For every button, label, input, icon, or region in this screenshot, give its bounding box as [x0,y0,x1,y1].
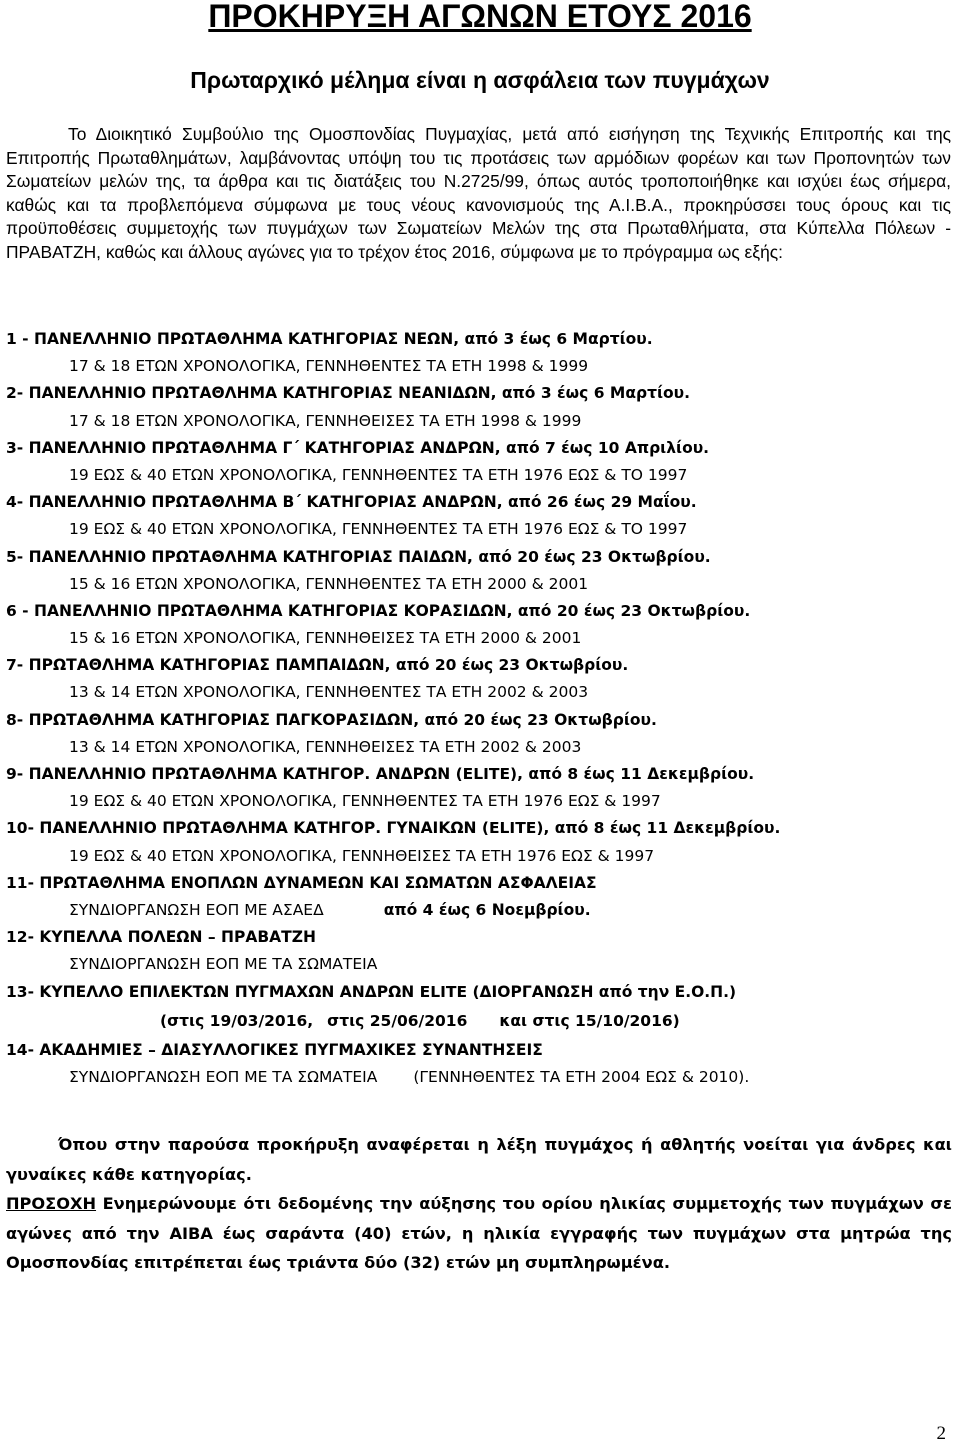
event-title: 11- ΠΡΩΤΑΘΛΗΜΑ ΕΝΟΠΛΩΝ ΔΥΝΑΜΕΩΝ ΚΑΙ ΣΩΜΑΤΩΝ ΑΣΦΑΛΕΙΑΣ [6,873,597,892]
event-detail: 17 & 18 ΕΤΩΝ ΧΡΟΝΟΛΟΓΙΚΑ, ΓΕΝΝΗΘΕΝΤΕΣ ΤΑ ΕΤΗ 1998 & 1999 [69,357,589,376]
event-detail: 19 ΕΩΣ & 40 ΕΤΩΝ ΧΡΟΝΟΛΟΓΙΚΑ, ΓΕΝΝΗΘΕΙΣΕΣ ΤΑ ΕΤΗ 1976 ΕΩΣ & 1997 [69,846,655,865]
event-detail: 15 & 16 ΕΤΩΝ ΧΡΟΝΟΛΟΓΙΚΑ, ΓΕΝΝΗΘΕΙΣΕΣ ΤΑ ΕΤΗ 2000 & 2001 [69,629,582,648]
event-organizer-row [6,897,954,924]
note-definition [6,1130,952,1189]
page-number: 2 [936,1423,946,1444]
event-detail: 17 & 18 ΕΤΩΝ ΧΡΟΝΟΛΟΓΙΚΑ, ΓΕΝΝΗΘΕΙΣΕΣ ΤΑ ΕΤΗ 1998 & 1999 [69,411,582,430]
event-title: 13- ΚΥΠΕΛΛΟ ΕΠΙΛΕΚΤΩΝ ΠΥΓΜΑΧΩΝ ΑΝΔΡΩΝ ELITE (ΔΙΟΡΓΑΝΩΣΗ από την Ε.Ο.Π.) [6,982,737,1001]
attention-text: Ενημερώνουμε ότι δεδομένης την αύξησης του ορίου ηλικίας συμμετοχής των πυγμάχων σε αγώνες από την AIBA έως σαράντα (40) ετών, η ηλικία εγγραφής των πυγμάχων στα μητρώα της Ομοσπονδίας επιτρέπεται έως τριάντα δύο (32) ετών μη συμπληρωμένα. [6,1194,952,1273]
event-dates: από 4 έως 6 Νοεμβρίου. [383,900,591,919]
note-definition-text: Όπου στην παρούσα προκήρυξη αναφέρεται η λέξη πυγμάχος ή αθλητής νοείται για άνδρες και γυναίκες κάθε κατηγορίας. [6,1135,952,1184]
intro-paragraph [6,123,951,265]
event-title: 2- ΠΑΝΕΛΛΗΝΙΟ ΠΡΩΤΑΘΛΗΜΑ ΚΑΤΗΓΟΡΙΑΣ ΝΕΑΝΙΔΩΝ, από 3 έως 6 Μαρτίου. [6,384,690,403]
event-date: και στις 15/10/2016) [499,1011,680,1030]
event-organizer-row [6,1064,954,1091]
event-title: 8- ΠΡΩΤΑΘΛΗΜΑ ΚΑΤΗΓΟΡΙΑΣ ΠΑΓΚΟΡΑΣΙΔΩΝ, από 20 έως 23 Οκτωβρίου. [6,710,657,729]
event-detail: 13 & 14 ΕΤΩΝ ΧΡΟΝΟΛΟΓΙΚΑ, ΓΕΝΝΗΘΕΙΣΕΣ ΤΑ ΕΤΗ 2002 & 2003 [69,737,582,756]
event-years: (ΓΕΝΝΗΘΕΝΤΕΣ ΤΑ ΕΤΗ 2004 ΕΩΣ & 2010). [413,1067,750,1086]
event-title: 14- ΑΚΑΔΗΜΙΕΣ – ΔΙΑΣΥΛΛΟΓΙΚΕΣ ΠΥΓΜΑΧΙΚΕΣ ΣΥΝΑΝΤΗΣΕΙΣ [6,1040,543,1059]
event-title: 3- ΠΑΝΕΛΛΗΝΙΟ ΠΡΩΤΑΘΛΗΜΑ Γ΄ ΚΑΤΗΓΟΡΙΑΣ ΑΝΔΡΩΝ, από 7 έως 10 Απριλίου. [6,438,710,457]
event-title: 10- ΠΑΝΕΛΛΗΝΙΟ ΠΡΩΤΑΘΛΗΜΑ ΚΑΤΗΓΟΡ. ΓΥΝΑΙΚΩΝ (ELITE), από 8 έως 11 Δεκεμβρίου. [6,819,781,838]
page-subtitle: Πρωταρχικό μέλημα είναι η ασφάλεια των πυγμάχων [190,67,770,93]
intro-text: Το Διοικητικό Συμβούλιο της Ομοσπονδίας Πυγμαχίας, μετά από εισήγηση της Τεχνικής Επιτροπής και της Επιτροπής Πρωταθλημάτων, λαμβάνοντας υπόψη του τις προτάσεις των αρμόδιων φορέων και των Προπονητών των Σωματείων μελών της, τα άρθρα και τις διατάξεις του Ν.2725/99, όπως αυτός τροποποιήθηκε και ισχύει έως σήμερα, καθώς και τα προβλεπόμενα σύμφωνα με τους νέους κανονισμούς της Α.Ι.Β.Α., προκηρύσσει τους όρους και τις προϋποθέσεις συμμετοχής των πυγμάχων των Σωματείων Μελών της στα Πρωταθλήματα, στα Κύπελλα Πόλεων - ΠΡΑΒΑΤΖΗ, καθώς και άλλους αγώνες για το τρέχον έτος 2016, σύμφωνα με το πρόγραμμα ως εξής: [6,124,951,262]
event-dates-row [6,1006,954,1037]
notes-block [6,1130,952,1278]
event-detail: 19 ΕΩΣ & 40 ΕΤΩΝ ΧΡΟΝΟΛΟΓΙΚΑ, ΓΕΝΝΗΘΕΝΤΕΣ ΤΑ ΕΤΗ 1976 ΕΩΣ & 1997 [69,792,661,811]
event-date: (στις 19/03/2016, [160,1011,314,1030]
event-organizer: ΣΥΝΔΙΟΡΓΑΝΩΣΗ ΕΟΠ ΜΕ ΑΣΑΕΔ [69,900,324,919]
event-organizer: ΣΥΝΔΙΟΡΓΑΝΩΣΗ ΕΟΠ ΜΕ ΤΑ ΣΩΜΑΤΕΙΑ [69,1067,378,1086]
event-detail: 19 ΕΩΣ & 40 ΕΤΩΝ ΧΡΟΝΟΛΟΓΙΚΑ, ΓΕΝΝΗΘΕΝΤΕΣ ΤΑ ΕΤΗ 1976 ΕΩΣ & ΤΟ 1997 [69,520,688,539]
event-organizer: ΣΥΝΔΙΟΡΓΑΝΩΣΗ ΕΟΠ ΜΕ ΤΑ ΣΩΜΑΤΕΙΑ [69,955,378,974]
event-title: 12- ΚΥΠΕΛΛΑ ΠΟΛΕΩΝ – ΠΡΑΒΑΤΖΗ [6,928,316,947]
event-title: 7- ΠΡΩΤΑΘΛΗΜΑ ΚΑΤΗΓΟΡΙΑΣ ΠΑΜΠΑΙΔΩΝ, από 20 έως 23 Οκτωβρίου. [6,656,629,675]
event-date: στις 25/06/2016 [327,1011,468,1030]
events-list [6,326,954,1091]
event-detail: 13 & 14 ΕΤΩΝ ΧΡΟΝΟΛΟΓΙΚΑ, ΓΕΝΝΗΘΕΝΤΕΣ ΤΑ ΕΤΗ 2002 & 2003 [69,683,589,702]
note-attention [6,1189,952,1278]
attention-label: ΠΡΟΣΟΧΗ [6,1194,97,1214]
event-title: 6 - ΠΑΝΕΛΛΗΝΙΟ ΠΡΩΤΑΘΛΗΜΑ ΚΑΤΗΓΟΡΙΑΣ ΚΟΡΑΣΙΔΩΝ, από 20 έως 23 Οκτωβρίου. [6,601,751,620]
event-detail: 15 & 16 ΕΤΩΝ ΧΡΟΝΟΛΟΓΙΚΑ, ΓΕΝΝΗΘΕΝΤΕΣ ΤΑ ΕΤΗ 2000 & 2001 [69,574,589,593]
event-title: 1 - ΠΑΝΕΛΛΗΝΙΟ ΠΡΩΤΑΘΛΗΜΑ ΚΑΤΗΓΟΡΙΑΣ ΝΕΩΝ, από 3 έως 6 Μαρτίου. [6,330,653,348]
page-title: ΠΡΟΚΗΡΥΞΗ ΑΓΩΝΩΝ ΕΤΟΥΣ 2016 [208,0,752,34]
event-detail: 19 ΕΩΣ & 40 ΕΤΩΝ ΧΡΟΝΟΛΟΓΙΚΑ, ΓΕΝΝΗΘΕΝΤΕΣ ΤΑ ΕΤΗ 1976 ΕΩΣ & ΤΟ 1997 [69,465,688,484]
event-title: 9- ΠΑΝΕΛΛΗΝΙΟ ΠΡΩΤΑΘΛΗΜΑ ΚΑΤΗΓΟΡ. ΑΝΔΡΩΝ (ELITE), από 8 έως 11 Δεκεμβρίου. [6,765,755,783]
event-title: 5- ΠΑΝΕΛΛΗΝΙΟ ΠΡΩΤΑΘΛΗΜΑ ΚΑΤΗΓΟΡΙΑΣ ΠΑΙΔΩΝ, από 20 έως 23 Οκτωβρίου. [6,547,711,566]
event-title: 4- ΠΑΝΕΛΛΗΝΙΟ ΠΡΩΤΑΘΛΗΜΑ Β΄ ΚΑΤΗΓΟΡΙΑΣ ΑΝΔΡΩΝ, από 26 έως 29 Μαΐου. [6,493,697,512]
